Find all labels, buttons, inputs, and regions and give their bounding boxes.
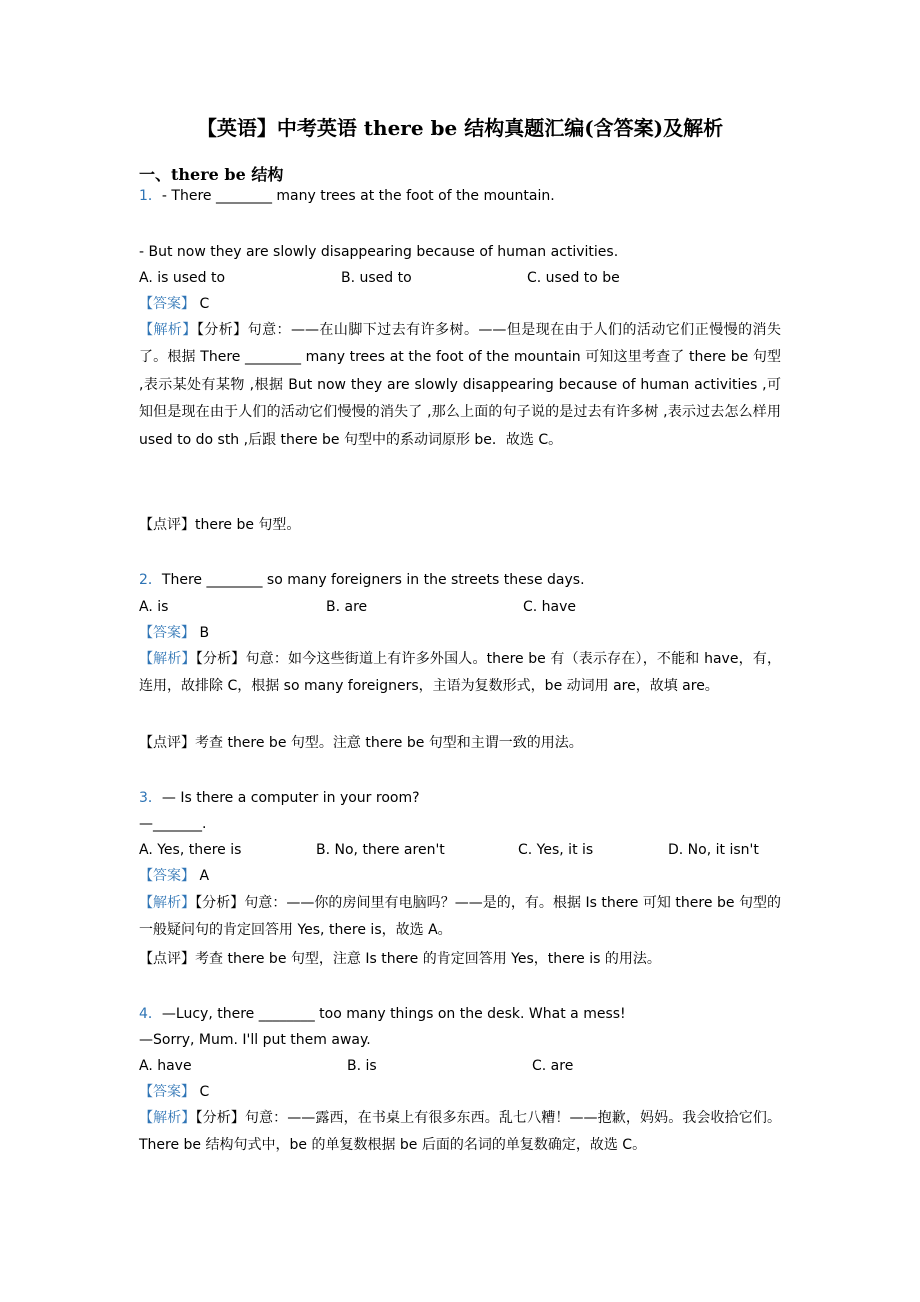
option-d: D. No, it isn't	[668, 842, 759, 858]
comment-line: 【点评】考查 there be 句型，注意 Is there 的肯定回答用 Yes，there is 的用法。	[139, 951, 661, 967]
analysis-paragraph: 【解析】【分析】句意：如今这些街道上有许多外国人。there be 有（表示存在），不能和 have，有，连用，故排除 C，根据 so many foreigners，主语为复数形式，be 动词用 are，故填 are。	[139, 651, 781, 695]
question-number: 4．	[139, 1006, 162, 1022]
analysis-paragraph: 【解析】【分析】句意：——露西，在书桌上有很多东西。乱七八糟！——抱歉，妈妈。我会收拾它们。There be 结构句式中，be 的单复数根据 be 后面的名词的单复数确定，故选 C。	[139, 1110, 782, 1154]
option-b: B. are	[326, 599, 368, 615]
question-number: 2．	[139, 572, 162, 588]
option-c: C. are	[532, 1058, 574, 1074]
question-1-stem: 1．- There ________ many trees at the foot of the mountain.	[139, 188, 555, 204]
answer-line: 【答案】 A	[139, 868, 210, 884]
answer-line: 【答案】 C	[139, 296, 210, 312]
option-b: B. is	[347, 1058, 377, 1074]
option-c: C. used to be	[527, 270, 620, 286]
option-a: A. is used to	[139, 270, 226, 286]
comment-line: 【点评】there be 句型。	[139, 517, 301, 533]
option-c: C. Yes, it is	[518, 842, 594, 858]
question-3-stem-2: —_______.	[139, 816, 207, 832]
analysis-paragraph: 【解析】【分析】句意：——你的房间里有电脑吗？——是的，有。根据 Is there 可知 there be 句型的一般疑问句的肯定回答用 Yes, there is，故选 A。	[139, 895, 782, 939]
analysis-paragraph: 【解析】【分析】句意：——在山脚下过去有许多树。——但是现在由于人们的活动它们正慢慢的消失了。根据 There ________ many trees at the foot of the mountain 可知这里考查了 there be 句型 ,表示某处有某物 ,根据 But now they are slowly disappearing because of human activities ,可知但是现在由于人们的活动它们慢慢的消失了 ,那么上面的句子说的是过去有许多树 ,表示过去怎么样用 used to do sth ,后跟 there be 句型中的系动词原形 be．故选 C。	[139, 322, 782, 448]
question-number: 3．	[139, 790, 162, 806]
option-c: C. have	[523, 599, 577, 615]
answer-line: 【答案】 B	[139, 625, 210, 641]
question-1-stem-2: - But now they are slowly disappearing because of human activities.	[139, 244, 619, 260]
question-4-stem: 4．—Lucy, there ________ too many things on the desk. What a mess!	[139, 1006, 626, 1022]
question-3-stem: 3．— Is there a computer in your room?	[139, 790, 420, 806]
comment-line: 【点评】考查 there be 句型。注意 there be 句型和主谓一致的用法。	[139, 735, 583, 751]
section-heading: 一、there be 结构	[139, 165, 284, 184]
option-a: A. have	[139, 1058, 192, 1074]
question-number: 1．	[139, 188, 162, 204]
answer-line: 【答案】 C	[139, 1084, 210, 1100]
option-a: A. is	[139, 599, 169, 615]
question-4-stem-2: —Sorry, Mum. I'll put them away.	[139, 1032, 371, 1048]
question-2-stem: 2．There ________ so many foreigners in the streets these days.	[139, 572, 585, 588]
page-title: 【英语】中考英语 there be 结构真题汇编(含答案)及解析	[196, 116, 724, 140]
option-b: B. used to	[341, 270, 412, 286]
option-b: B. No, there aren't	[316, 842, 445, 858]
option-a: A. Yes, there is	[139, 842, 242, 858]
